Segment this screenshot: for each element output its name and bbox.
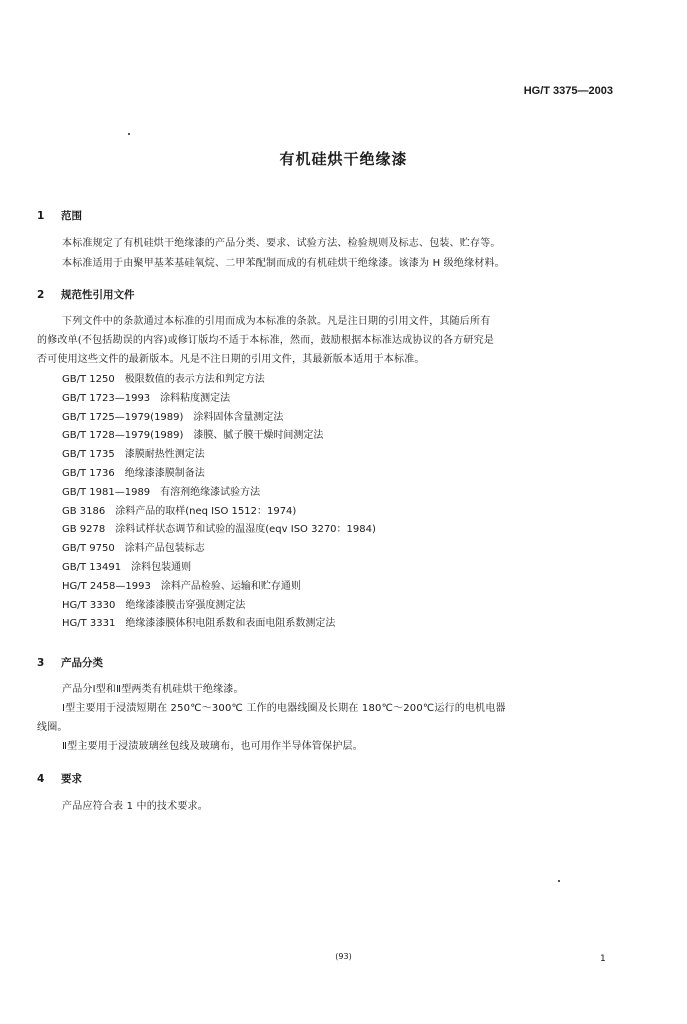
reference-code: GB/T 1723—1993: [62, 392, 151, 404]
reference-code: GB/T 1250: [62, 374, 115, 385]
reference-name: 绝缘漆漆膜体积电阻系数和表面电阻系数测定法: [125, 618, 336, 630]
reference-code: GB 9278: [62, 524, 106, 536]
section-title: 产品分类: [61, 657, 103, 669]
reference-code: HG/T 3330: [62, 599, 116, 611]
classification-paragraph-3: Ⅱ型主要用于浸渍玻璃丝包线及玻璃布，也可用作半导体管保护层。: [62, 741, 363, 752]
reference-code: HG/T 2458—1993: [62, 580, 151, 592]
section-number: 2: [37, 289, 45, 301]
reference-name: 涂料产品包装标志: [124, 543, 205, 555]
reference-name: 涂料固体含量测定法: [193, 411, 284, 423]
section-heading-requirements: [37, 771, 82, 786]
reference-code: GB/T 1735: [62, 449, 115, 461]
reference-code: GB/T 1725—1979(1989): [62, 411, 184, 423]
classification-paragraph-2-line-1: Ⅰ型主要用于浸渍短期在 250℃～300℃ 工作的电器线圈及长期在 180℃～200℃运行的电机电器: [62, 703, 506, 714]
reference-code: GB 3186: [62, 505, 106, 517]
reference-item: [62, 559, 376, 578]
reference-name: 涂料粘度测定法: [160, 392, 231, 404]
scan-speck: [128, 133, 130, 135]
section-heading-normative-references: [37, 287, 135, 302]
reference-list: [62, 371, 376, 634]
scope-paragraph-1: 本标准规定了有机硅烘干绝缘漆的产品分类、要求、试验方法、检验规则及标志、包装、贮存等。: [62, 238, 501, 249]
reference-item: [62, 427, 376, 446]
scan-speck: [558, 880, 560, 882]
reference-name: 涂料产品检验、运输和贮存通则: [160, 580, 301, 592]
reference-item: [62, 390, 376, 409]
reference-item: [62, 540, 376, 559]
normative-intro-line-1: 下列文件中的条款通过本标准的引用而成为本标准的条款。凡是注日期的引用文件，其随后所有: [62, 316, 491, 327]
standard-code: HG/T 3375—2003: [523, 85, 613, 97]
reference-name: 涂料包装通则: [131, 561, 192, 573]
reference-code: GB/T 9750: [62, 543, 115, 555]
reference-item: [62, 503, 376, 522]
reference-name: 有溶剂绝缘漆试验方法: [160, 486, 261, 498]
classification-paragraph-1: 产品分Ⅰ型和Ⅱ型两类有机硅烘干绝缘漆。: [62, 684, 244, 695]
reference-code: HG/T 3331: [62, 618, 116, 630]
reference-name: 绝缘漆漆膜制备法: [124, 467, 205, 479]
corner-mark: 1: [600, 954, 606, 964]
classification-paragraph-2-line-2: 线圈。: [37, 722, 68, 733]
section-heading-scope: [37, 208, 82, 223]
reference-item: [62, 371, 376, 390]
normative-intro-line-2: 的修改单(不包括勘误的内容)或修订版均不适于本标准，然而，鼓励根据本标准达成协议的各方研究是: [37, 335, 495, 346]
requirements-paragraph-1: 产品应符合表 1 中的技术要求。: [62, 801, 208, 812]
document-title: 有机硅烘干绝缘漆: [279, 150, 408, 168]
reference-item: [62, 446, 376, 465]
section-title: 规范性引用文件: [61, 289, 135, 301]
normative-intro-line-3: 否可使用这些文件的最新版本。凡是不注日期的引用文件，其最新版本适用于本标准。: [37, 354, 425, 365]
section-heading-classification: [37, 655, 103, 670]
section-title: 范围: [61, 210, 82, 222]
reference-code: GB/T 1981—1989: [62, 486, 151, 498]
section-number: 1: [37, 210, 45, 222]
reference-name: 涂料试样状态调节和试验的温湿度(eqv ISO 3270：1984): [115, 524, 376, 536]
reference-code: GB/T 1728—1979(1989): [62, 430, 184, 442]
reference-name: 漆膜、腻子膜干燥时间测定法: [193, 430, 324, 442]
section-number: 3: [37, 657, 45, 669]
reference-item: [62, 597, 376, 616]
reference-name: 绝缘漆漆膜击穿强度测定法: [125, 599, 246, 611]
reference-name: 漆膜耐热性测定法: [124, 449, 205, 461]
reference-code: GB/T 1736: [62, 467, 115, 479]
reference-name: 极限数值的表示方法和判定方法: [124, 374, 265, 385]
reference-item: [62, 484, 376, 503]
section-title: 要求: [61, 773, 82, 785]
reference-item: [62, 615, 376, 634]
section-number: 4: [37, 773, 45, 785]
reference-code: GB/T 13491: [62, 561, 122, 573]
reference-item: [62, 465, 376, 484]
page-number: (93): [335, 952, 352, 961]
reference-item: [62, 578, 376, 597]
reference-name: 涂料产品的取样(neq ISO 1512：1974): [115, 505, 297, 517]
scope-paragraph-2: 本标准适用于由聚甲基苯基硅氧烷、二甲苯配制而成的有机硅烘干绝缘漆。该漆为 H 级绝缘材料。: [62, 258, 505, 269]
reference-item: [62, 409, 376, 428]
reference-item: [62, 521, 376, 540]
